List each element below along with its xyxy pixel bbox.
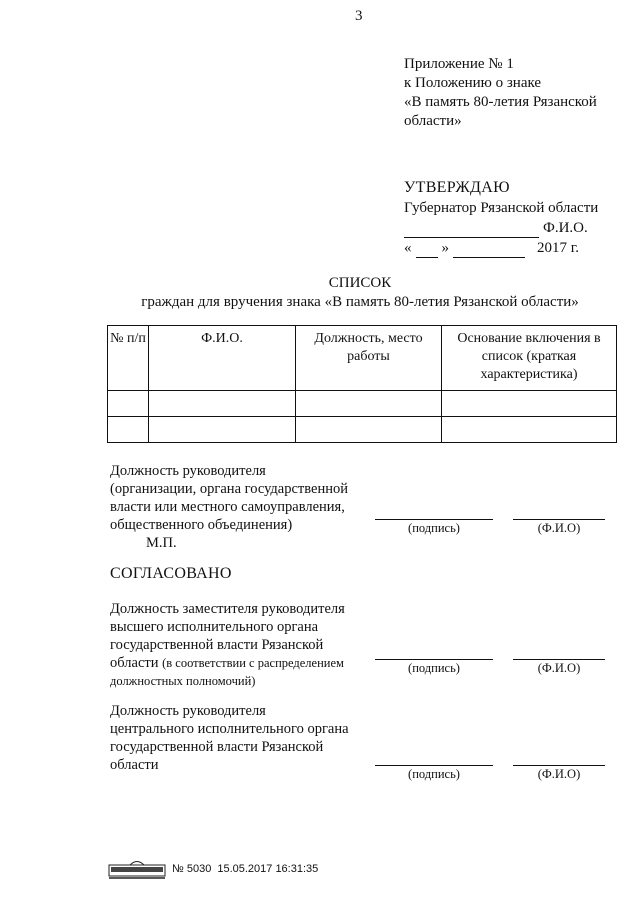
deputy-position-line: высшего исполнительного органа [110,619,319,635]
signature-blank [404,223,539,238]
table-cell [108,417,149,443]
table-cell [108,391,149,417]
list-subtitle: граждан для вручения знака «В память 80-летия Рязанской области» [141,294,579,310]
approval-year: 2017 г. [537,240,579,256]
list-title-block [0,274,640,312]
approval-date-line [404,238,598,258]
table-header-row [108,326,617,391]
registry-stamp-icon [108,858,166,880]
recipients-table [107,325,617,443]
appendix-line: области» [404,113,462,129]
head-position-line: власти или местного самоуправления, [110,499,345,515]
approval-position: Губернатор Рязанской области [404,200,599,216]
column-header-name: Ф.И.О. [149,326,296,391]
head-name-field: (Ф.И.О) [513,519,605,536]
central-signature-field: (подпись) [375,765,493,782]
deputy-position-line [110,654,345,672]
deputy-region-word: области [110,655,159,671]
deputy-position-line: государственной власти Рязанской [110,637,324,653]
day-blank [416,243,438,258]
table-row [108,417,617,443]
deputy-position-line: Должность заместителя руководителя [110,601,345,617]
list-title: СПИСОК [328,275,392,291]
table-cell [442,417,617,443]
column-header-number: № п/п [108,326,149,391]
central-position-line: государственной власти Рязанской [110,739,324,755]
column-header-position: Должность, место работы [296,326,442,391]
central-position-line: Должность руководителя [110,703,266,719]
appendix-line: Приложение № 1 [404,56,514,72]
head-position-line: Должность руководителя [110,463,266,479]
table-cell [149,391,296,417]
head-position-line: общественного объединения) [110,517,293,533]
page-number: 3 [355,8,363,24]
appendix-header [404,55,597,131]
central-position-line: центрального исполнительного органа [110,721,349,737]
central-position-line: области [110,757,159,773]
deputy-name-field: (Ф.И.О) [513,659,605,676]
date-close-quote: » [441,240,449,256]
document-timestamp: 15.05.2017 16:31:35 [217,863,319,875]
table-cell [442,391,617,417]
head-signature-field: (подпись) [375,519,493,536]
table-cell [296,391,442,417]
deputy-note-continued: должностных полномочий) [110,674,256,688]
central-signature-text [110,702,349,774]
approval-name-line [404,218,598,238]
head-position-line: (организации, органа государственной [110,481,348,497]
deputy-signature-text [110,600,345,690]
column-header-basis: Основание включения в список (краткая характеристика) [442,326,617,391]
head-signature-text [110,462,348,552]
approval-heading: УТВЕРЖДАЮ [404,179,510,196]
date-open-quote: « [404,240,412,256]
appendix-line: к Положению о знаке [404,75,542,91]
table-cell [296,417,442,443]
document-footer [108,858,318,880]
table-cell [149,417,296,443]
approval-name-placeholder: Ф.И.О. [543,220,588,236]
seal-label: М.П. [146,535,177,551]
central-name-field: (Ф.И.О) [513,765,605,782]
deputy-signature-field: (подпись) [375,659,493,676]
month-blank [453,243,525,258]
agreed-heading: СОГЛАСОВАНО [110,565,232,582]
document-number: № 5030 [172,863,212,875]
appendix-line: «В память 80-летия Рязанской [404,94,597,110]
table-row [108,391,617,417]
approval-block [404,178,598,258]
deputy-note: (в соответствии с распределением [162,656,344,670]
